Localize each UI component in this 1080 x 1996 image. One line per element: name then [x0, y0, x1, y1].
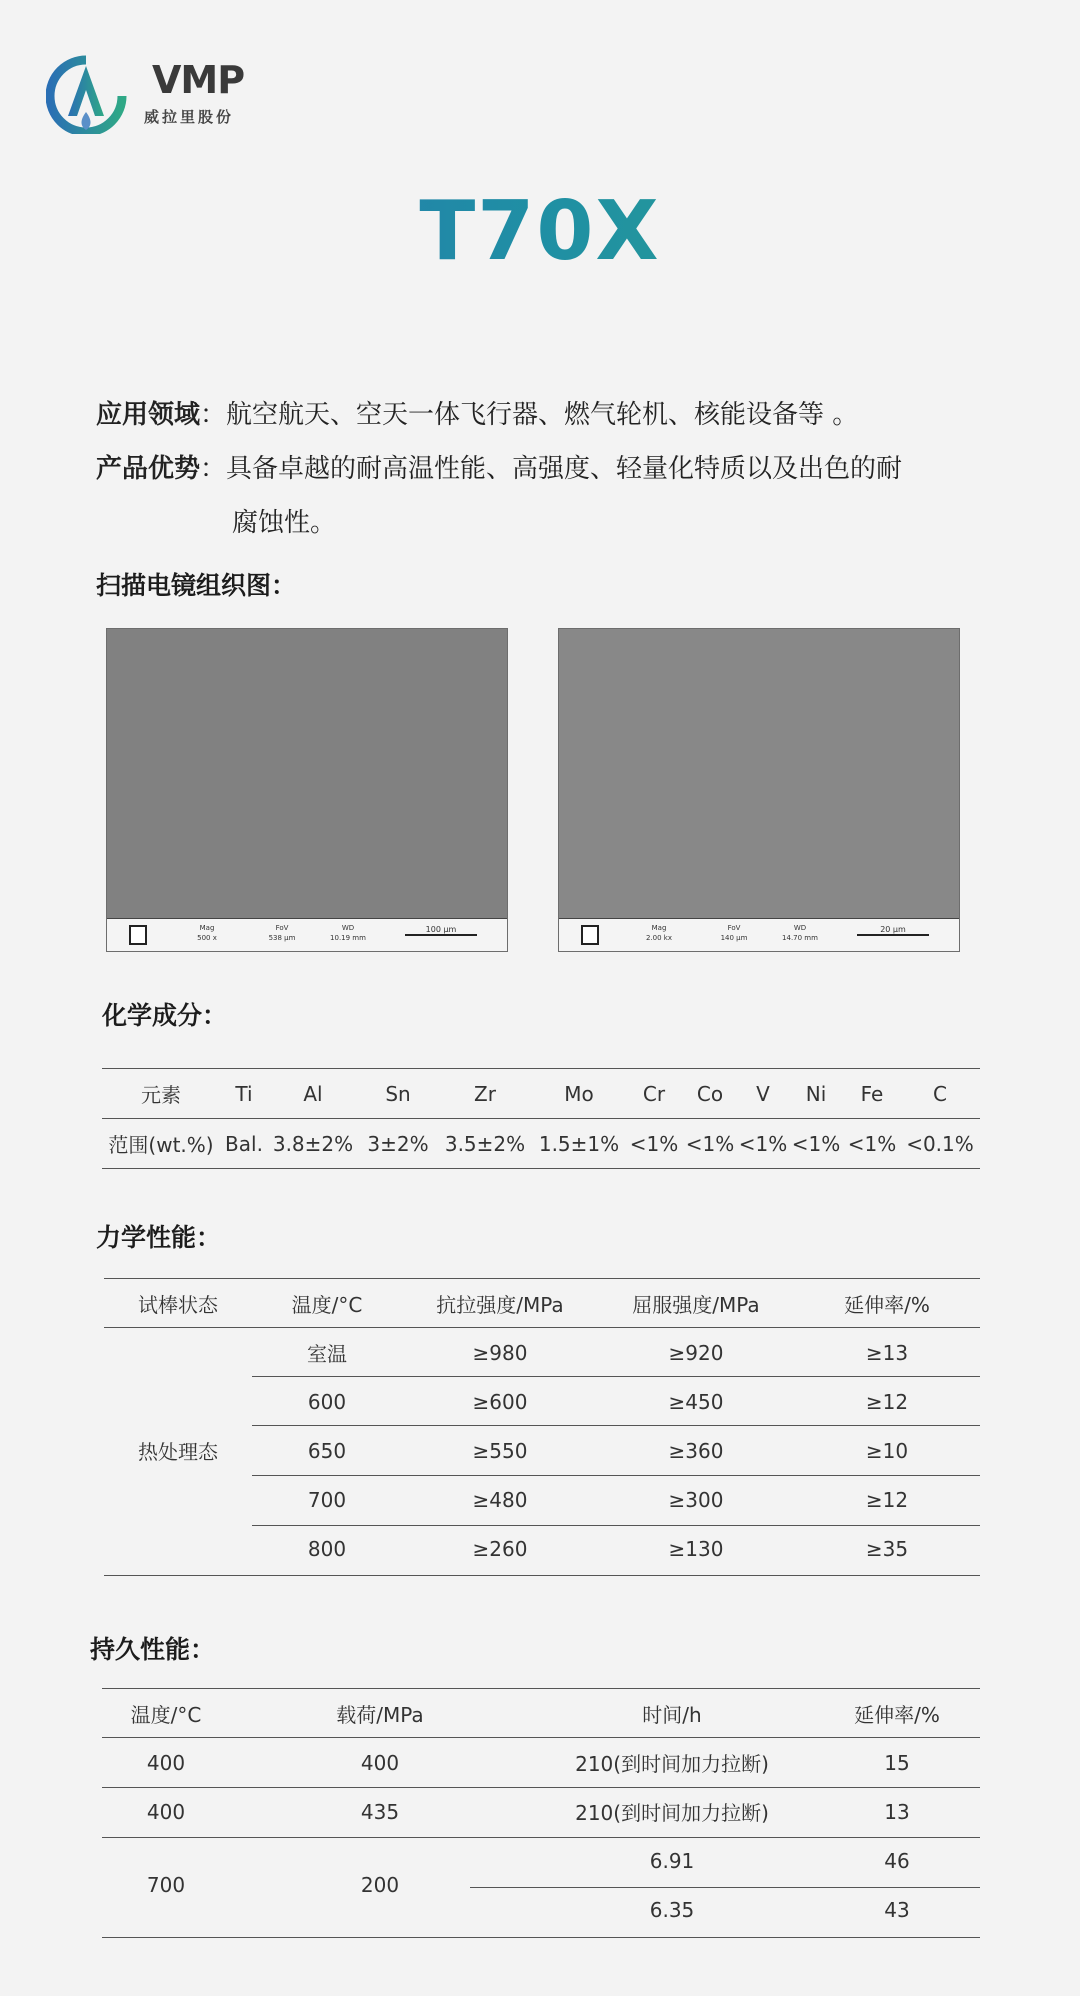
mech-table	[104, 1279, 980, 1573]
instrument-logo-icon	[129, 925, 147, 945]
brand-name: VMP	[152, 58, 245, 102]
table-row: 6.35 43	[649, 1897, 910, 1922]
mech-heading: 力学性能：	[96, 1223, 222, 1252]
dur-table	[102, 1689, 980, 1934]
chem-table	[102, 1068, 980, 1169]
table-row: 700 200 6.91 46	[146, 1848, 910, 1897]
application-row: 应用领域：航空航天、空天一体飞行器、燃气轮机、核能设备等 。	[96, 400, 859, 430]
advantage-value-2: 腐蚀性。	[232, 508, 337, 538]
table-row: 热处理态 室温 ≥980 ≥920 ≥13	[104, 1328, 980, 1377]
sem-image-1	[106, 628, 508, 952]
table-row: 600 ≥600 ≥450 ≥12	[307, 1389, 909, 1414]
application-value: 航空航天、空天一体飞行器、燃气轮机、核能设备等 。	[226, 400, 859, 430]
sem-heading: 扫描电镜组织图：	[96, 571, 297, 600]
table-row: 400 435 210(到时间加力拉断) 13	[146, 1799, 910, 1825]
table-row: 650 ≥550 ≥360 ≥10	[307, 1438, 909, 1463]
mech-state-cell: 热处理态	[138, 1440, 218, 1464]
advantage-row: 产品优势：具备卓越的耐高温性能、高强度、轻量化特质以及出色的耐	[96, 454, 903, 484]
table-row: 400 400 210(到时间加力拉断) 15	[146, 1750, 910, 1776]
instrument-logo-icon	[581, 925, 599, 945]
chem-heading: 化学成分：	[102, 1001, 228, 1030]
sem-image-2	[558, 628, 960, 952]
application-label: 应用领域	[96, 400, 201, 430]
product-title: T70X	[0, 184, 1080, 279]
advantage-value-1: 具备卓越的耐高温性能、高强度、轻量化特质以及出色的耐	[226, 454, 903, 484]
mech-header-row: 试棒状态 温度/°C 抗拉强度/MPa 屈服强度/MPa 延伸率/%	[138, 1293, 930, 1317]
chem-header-row: 元素 Ti Al Sn Zr Mo Cr Co V Ni Fe C	[102, 1069, 980, 1119]
chem-value-row: 范围(wt.%) Bal. 3.8±2% 3±2% 3.5±2% 1.5±1% <1% <1% <1% <1% <1% <0.1%	[102, 1119, 980, 1169]
dur-header-row: 温度/°C 载荷/MPa 时间/h 延伸率/%	[130, 1703, 940, 1727]
table-row: 700 ≥480 ≥300 ≥12	[307, 1487, 909, 1512]
advantage-label: 产品优势	[96, 454, 201, 484]
scale-bar: 20 µm	[857, 925, 929, 936]
dur-heading: 持久性能：	[90, 1635, 216, 1664]
brand-subtitle: 威拉里股份	[144, 108, 235, 126]
sem-info-bar: Mag 2.00 kx FoV 140 µm WD 14.70 mm 20 µm	[559, 918, 959, 951]
scale-bar: 100 µm	[405, 925, 477, 936]
table-row: 800 ≥260 ≥130 ≥35	[307, 1536, 909, 1561]
sem-info-bar: Mag 500 x FoV 538 µm WD 10.19 mm 100 µm	[107, 918, 507, 951]
